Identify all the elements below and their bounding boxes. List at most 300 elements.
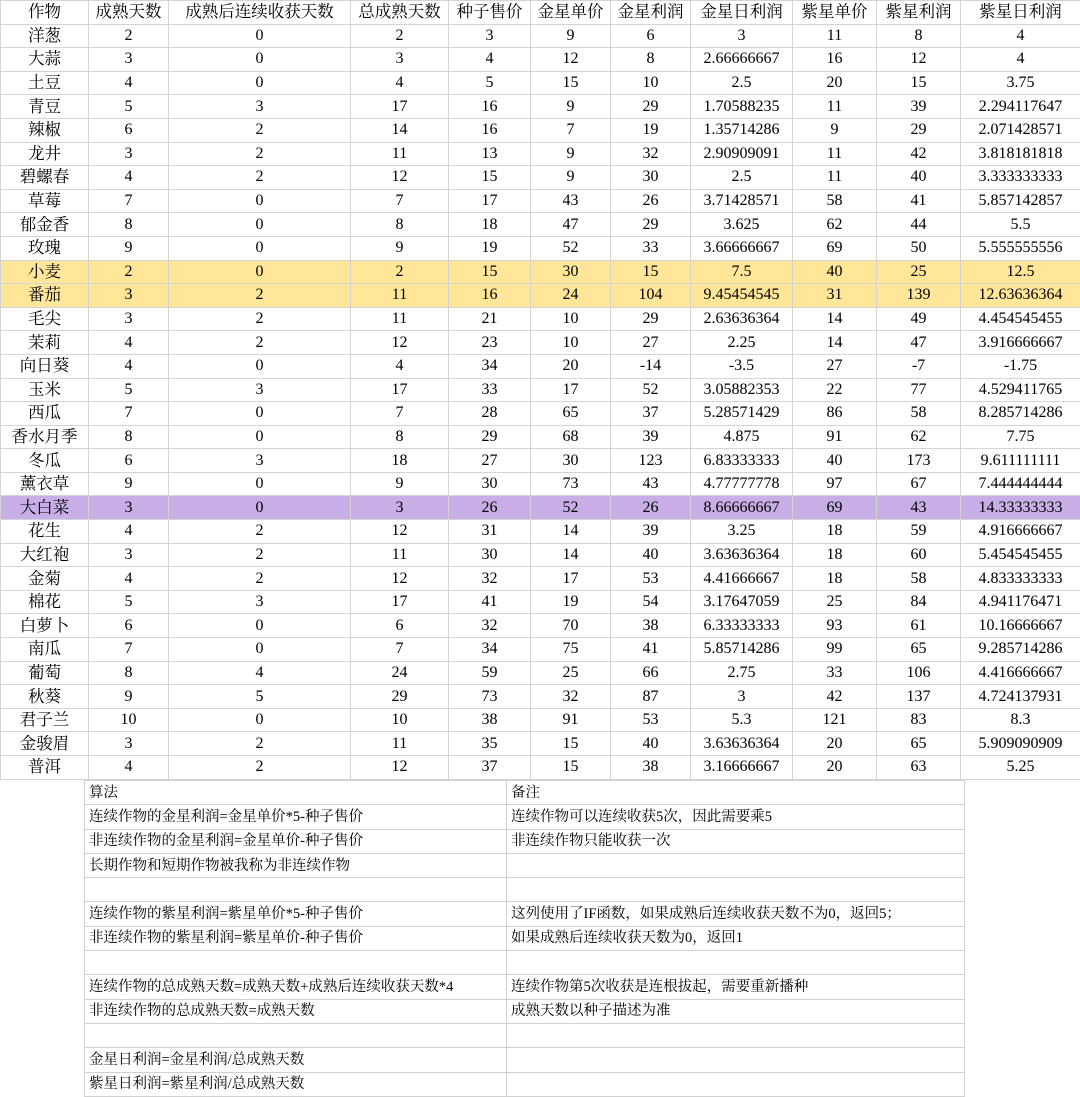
table-cell: 2: [169, 118, 351, 142]
table-cell: 83: [877, 708, 961, 732]
notes-row: [85, 829, 965, 853]
remark-cell: [507, 878, 965, 902]
notes-row: [85, 902, 965, 926]
table-cell: 8: [611, 48, 691, 72]
remark-cell: 如果成熟后连续收获天数为0，返回1: [507, 926, 965, 950]
crop-name-cell: 香水月季: [1, 425, 89, 449]
table-cell: 173: [877, 449, 961, 473]
table-cell: 2.63636364: [691, 307, 793, 331]
table-row: [1, 590, 1080, 614]
table-cell: 9: [531, 24, 611, 48]
table-cell: 12: [351, 520, 449, 544]
crop-name-cell: 洋葱: [1, 24, 89, 48]
table-cell: 68: [531, 425, 611, 449]
table-cell: 8: [351, 213, 449, 237]
table-cell: 4: [449, 48, 531, 72]
table-cell: 58: [877, 402, 961, 426]
table-cell: 18: [793, 567, 877, 591]
table-cell: 84: [877, 590, 961, 614]
table-cell: 25: [877, 260, 961, 284]
table-cell: 59: [877, 520, 961, 544]
notes-row: [85, 999, 965, 1023]
table-cell: 86: [793, 402, 877, 426]
crop-name-cell: 花生: [1, 520, 89, 544]
table-cell: 3: [351, 48, 449, 72]
table-row: [1, 496, 1080, 520]
table-cell: 3.16666667: [691, 756, 793, 780]
crop-name-cell: 辣椒: [1, 118, 89, 142]
table-row: [1, 260, 1080, 284]
table-row: [1, 756, 1080, 780]
crop-name-cell: 毛尖: [1, 307, 89, 331]
table-cell: 31: [793, 284, 877, 308]
table-cell: 4.77777778: [691, 472, 793, 496]
table-cell: 5.28571429: [691, 402, 793, 426]
table-cell: 70: [531, 614, 611, 638]
table-cell: 4.833333333: [961, 567, 1080, 591]
table-cell: 4: [351, 71, 449, 95]
table-cell: 63: [877, 756, 961, 780]
algorithm-cell: 算法: [85, 781, 507, 805]
remark-cell: 成熟天数以种子描述为准: [507, 999, 965, 1023]
table-cell: 7: [531, 118, 611, 142]
crop-name-cell: 普洱: [1, 756, 89, 780]
algorithm-cell: 连续作物的金星利润=金星单价*5-种子售价: [85, 805, 507, 829]
table-cell: 0: [169, 708, 351, 732]
table-cell: 6.33333333: [691, 614, 793, 638]
table-cell: 0: [169, 638, 351, 662]
table-cell: 19: [611, 118, 691, 142]
table-cell: 4: [351, 354, 449, 378]
table-cell: 9: [89, 685, 169, 709]
table-cell: 0: [169, 496, 351, 520]
table-cell: 9: [531, 166, 611, 190]
table-cell: 27: [449, 449, 531, 473]
table-cell: 0: [169, 425, 351, 449]
crop-name-cell: 茉莉: [1, 331, 89, 355]
table-cell: 3.66666667: [691, 236, 793, 260]
table-cell: 9: [89, 472, 169, 496]
column-header: 紫星利润: [877, 1, 961, 25]
table-cell: -3.5: [691, 354, 793, 378]
table-cell: 3: [89, 496, 169, 520]
table-cell: 2: [169, 520, 351, 544]
table-cell: 0: [169, 472, 351, 496]
table-cell: 8: [89, 425, 169, 449]
table-cell: 15: [449, 260, 531, 284]
table-cell: 30: [449, 543, 531, 567]
table-cell: 18: [793, 543, 877, 567]
table-cell: 12: [531, 48, 611, 72]
table-cell: 67: [877, 472, 961, 496]
table-row: [1, 166, 1080, 190]
table-cell: 4: [89, 756, 169, 780]
table-cell: 2: [169, 284, 351, 308]
table-cell: 3: [169, 449, 351, 473]
table-cell: 30: [531, 260, 611, 284]
notes-row: [85, 781, 965, 805]
notes-row: [85, 926, 965, 950]
table-row: [1, 95, 1080, 119]
table-cell: 11: [351, 284, 449, 308]
crop-name-cell: 白萝卜: [1, 614, 89, 638]
table-cell: 4: [89, 331, 169, 355]
table-cell: 33: [449, 378, 531, 402]
remark-cell: [507, 1072, 965, 1096]
crop-name-cell: 薰衣草: [1, 472, 89, 496]
table-cell: 2: [169, 307, 351, 331]
crop-table-body: [1, 24, 1080, 779]
table-cell: 9: [351, 236, 449, 260]
header-row: [1, 1, 1080, 25]
table-cell: 17: [531, 378, 611, 402]
table-cell: 53: [611, 708, 691, 732]
algorithm-cell: 长期作物和短期作物被我称为非连续作物: [85, 853, 507, 877]
table-cell: 4: [89, 567, 169, 591]
table-cell: 31: [449, 520, 531, 544]
crop-name-cell: 西瓜: [1, 402, 89, 426]
table-cell: 38: [449, 708, 531, 732]
table-row: [1, 24, 1080, 48]
crop-name-cell: 南瓜: [1, 638, 89, 662]
table-cell: 2.294117647: [961, 95, 1080, 119]
table-cell: 42: [793, 685, 877, 709]
table-cell: 24: [531, 284, 611, 308]
table-row: [1, 354, 1080, 378]
table-cell: -1.75: [961, 354, 1080, 378]
table-cell: 4.916666667: [961, 520, 1080, 544]
notes-row: [85, 853, 965, 877]
table-cell: 0: [169, 236, 351, 260]
table-cell: 7: [89, 638, 169, 662]
algorithm-cell: 非连续作物的紫星利润=紫星单价-种子售价: [85, 926, 507, 950]
table-cell: 62: [793, 213, 877, 237]
notes-row: [85, 975, 965, 999]
notes-row: [85, 1023, 965, 1047]
notes-row: [85, 805, 965, 829]
crop-name-cell: 大蒜: [1, 48, 89, 72]
table-cell: 4.941176471: [961, 590, 1080, 614]
table-cell: 3: [89, 284, 169, 308]
remark-cell: 非连续作物只能收获一次: [507, 829, 965, 853]
table-cell: 11: [351, 543, 449, 567]
table-cell: 106: [877, 661, 961, 685]
table-cell: 7: [89, 189, 169, 213]
table-cell: 19: [449, 236, 531, 260]
column-header: 总成熟天数: [351, 1, 449, 25]
table-cell: 5.85714286: [691, 638, 793, 662]
table-cell: 20: [793, 756, 877, 780]
table-cell: 3: [169, 95, 351, 119]
table-cell: 5.3: [691, 708, 793, 732]
table-cell: 4.529411765: [961, 378, 1080, 402]
table-cell: 6: [89, 449, 169, 473]
table-cell: 0: [169, 260, 351, 284]
table-cell: 15: [449, 166, 531, 190]
table-cell: 3.25: [691, 520, 793, 544]
table-cell: 121: [793, 708, 877, 732]
table-row: [1, 685, 1080, 709]
table-cell: 4: [89, 71, 169, 95]
crop-name-cell: 草莓: [1, 189, 89, 213]
table-cell: 54: [611, 590, 691, 614]
table-cell: 8.3: [961, 708, 1080, 732]
table-row: [1, 708, 1080, 732]
table-cell: 32: [531, 685, 611, 709]
table-cell: 5.857142857: [961, 189, 1080, 213]
remark-cell: 连续作物可以连续收获5次，因此需要乘5: [507, 805, 965, 829]
table-cell: 9: [531, 142, 611, 166]
table-cell: 17: [351, 590, 449, 614]
table-cell: 29: [351, 685, 449, 709]
table-cell: 33: [793, 661, 877, 685]
table-cell: 7.75: [961, 425, 1080, 449]
table-cell: 35: [449, 732, 531, 756]
table-cell: 62: [877, 425, 961, 449]
table-cell: 87: [611, 685, 691, 709]
table-cell: 5: [169, 685, 351, 709]
table-cell: 4: [89, 520, 169, 544]
table-cell: 32: [449, 614, 531, 638]
table-row: [1, 449, 1080, 473]
remark-cell: 这列使用了IF函数，如果成熟后连续收获天数不为0，返回5；: [507, 902, 965, 926]
table-cell: 4.454545455: [961, 307, 1080, 331]
table-cell: 3: [351, 496, 449, 520]
algorithm-cell: 连续作物的紫星利润=紫星单价*5-种子售价: [85, 902, 507, 926]
table-cell: 9: [793, 118, 877, 142]
table-row: [1, 638, 1080, 662]
table-cell: 22: [793, 378, 877, 402]
table-row: [1, 732, 1080, 756]
crop-name-cell: 大白菜: [1, 496, 89, 520]
table-cell: 69: [793, 496, 877, 520]
table-cell: 4: [89, 354, 169, 378]
table-cell: 10: [611, 71, 691, 95]
table-row: [1, 71, 1080, 95]
table-cell: 16: [449, 118, 531, 142]
table-cell: 61: [877, 614, 961, 638]
table-cell: 47: [531, 213, 611, 237]
algorithm-cell: [85, 951, 507, 975]
table-row: [1, 472, 1080, 496]
table-cell: 5.555555556: [961, 236, 1080, 260]
table-cell: 4: [169, 661, 351, 685]
table-cell: 29: [877, 118, 961, 142]
table-cell: 3: [89, 307, 169, 331]
table-cell: 3: [169, 378, 351, 402]
table-cell: 6: [611, 24, 691, 48]
table-cell: 2: [169, 543, 351, 567]
table-cell: 38: [611, 614, 691, 638]
table-cell: 2: [169, 732, 351, 756]
table-cell: 5: [89, 95, 169, 119]
table-cell: 2.5: [691, 166, 793, 190]
table-cell: 59: [449, 661, 531, 685]
table-cell: 2: [89, 260, 169, 284]
table-row: [1, 520, 1080, 544]
table-cell: 2: [169, 166, 351, 190]
table-row: [1, 118, 1080, 142]
crop-name-cell: 玫瑰: [1, 236, 89, 260]
crop-name-cell: 大红袍: [1, 543, 89, 567]
algorithm-cell: [85, 1023, 507, 1047]
table-cell: 3.63636364: [691, 543, 793, 567]
table-cell: 39: [611, 425, 691, 449]
table-cell: 91: [531, 708, 611, 732]
table-cell: 2: [89, 24, 169, 48]
table-cell: 25: [531, 661, 611, 685]
table-cell: 3.625: [691, 213, 793, 237]
table-cell: 26: [449, 496, 531, 520]
table-cell: 30: [531, 449, 611, 473]
table-cell: 6: [89, 118, 169, 142]
table-cell: 9: [531, 95, 611, 119]
table-cell: 42: [877, 142, 961, 166]
column-header: 金星单价: [531, 1, 611, 25]
table-cell: 11: [351, 732, 449, 756]
table-cell: 44: [877, 213, 961, 237]
table-cell: 93: [793, 614, 877, 638]
column-header: 紫星日利润: [961, 1, 1080, 25]
table-cell: 2.75: [691, 661, 793, 685]
notes-row: [85, 1048, 965, 1072]
table-cell: 2.071428571: [961, 118, 1080, 142]
crop-name-cell: 秋葵: [1, 685, 89, 709]
table-cell: 137: [877, 685, 961, 709]
table-cell: 8: [877, 24, 961, 48]
crop-name-cell: 玉米: [1, 378, 89, 402]
table-cell: 10: [531, 331, 611, 355]
table-cell: 32: [611, 142, 691, 166]
table-cell: 38: [611, 756, 691, 780]
table-cell: 65: [531, 402, 611, 426]
table-cell: 15: [877, 71, 961, 95]
notes-row: [85, 878, 965, 902]
table-cell: 3: [89, 48, 169, 72]
table-cell: 8.285714286: [961, 402, 1080, 426]
table-cell: 11: [793, 24, 877, 48]
table-cell: 7.444444444: [961, 472, 1080, 496]
table-cell: 9: [351, 472, 449, 496]
algorithm-cell: [85, 878, 507, 902]
table-cell: 30: [449, 472, 531, 496]
table-cell: 9: [89, 236, 169, 260]
table-cell: 12: [351, 166, 449, 190]
table-cell: 9.285714286: [961, 638, 1080, 662]
table-cell: 58: [793, 189, 877, 213]
column-header: 紫星单价: [793, 1, 877, 25]
table-cell: 4: [961, 48, 1080, 72]
table-cell: 5: [89, 378, 169, 402]
notes-row: [85, 951, 965, 975]
table-cell: 2: [351, 24, 449, 48]
table-cell: 2: [169, 567, 351, 591]
table-cell: 7: [351, 638, 449, 662]
table-cell: 20: [531, 354, 611, 378]
table-cell: 2.25: [691, 331, 793, 355]
table-cell: 91: [793, 425, 877, 449]
table-cell: 7: [89, 402, 169, 426]
table-cell: 3: [89, 543, 169, 567]
table-cell: 1.70588235: [691, 95, 793, 119]
table-cell: 10: [351, 708, 449, 732]
crop-name-cell: 君子兰: [1, 708, 89, 732]
table-cell: 33: [611, 236, 691, 260]
table-cell: 7: [351, 189, 449, 213]
table-cell: 14: [531, 543, 611, 567]
table-cell: 34: [449, 638, 531, 662]
table-cell: 5.454545455: [961, 543, 1080, 567]
table-cell: 12: [351, 331, 449, 355]
column-header: 金星利润: [611, 1, 691, 25]
table-cell: 52: [611, 378, 691, 402]
table-cell: 20: [793, 732, 877, 756]
table-cell: 9.611111111: [961, 449, 1080, 473]
table-cell: 12: [877, 48, 961, 72]
table-cell: 14: [793, 307, 877, 331]
notes-table: [84, 780, 965, 1097]
table-cell: 13: [449, 142, 531, 166]
column-header: 金星日利润: [691, 1, 793, 25]
table-row: [1, 661, 1080, 685]
remark-cell: 连续作物第5次收获是连根拔起，需要重新播种: [507, 975, 965, 999]
table-cell: 29: [449, 425, 531, 449]
table-cell: 25: [793, 590, 877, 614]
table-row: [1, 307, 1080, 331]
table-cell: 18: [793, 520, 877, 544]
table-cell: 7: [351, 402, 449, 426]
table-cell: 18: [351, 449, 449, 473]
table-cell: 73: [449, 685, 531, 709]
table-cell: 14: [351, 118, 449, 142]
table-cell: 4.41666667: [691, 567, 793, 591]
table-cell: 5: [89, 590, 169, 614]
remark-cell: [507, 1048, 965, 1072]
column-header: 成熟后连续收获天数: [169, 1, 351, 25]
table-cell: 3.05882353: [691, 378, 793, 402]
table-row: [1, 189, 1080, 213]
table-cell: 30: [611, 166, 691, 190]
table-cell: 2.90909091: [691, 142, 793, 166]
table-row: [1, 213, 1080, 237]
table-cell: 11: [793, 142, 877, 166]
table-cell: 28: [449, 402, 531, 426]
table-row: [1, 402, 1080, 426]
table-cell: 27: [611, 331, 691, 355]
table-cell: 3.71428571: [691, 189, 793, 213]
table-cell: 11: [351, 307, 449, 331]
table-cell: 43: [877, 496, 961, 520]
table-cell: 37: [611, 402, 691, 426]
table-row: [1, 543, 1080, 567]
table-row: [1, 236, 1080, 260]
table-cell: 40: [793, 449, 877, 473]
table-cell: 40: [877, 166, 961, 190]
table-cell: 0: [169, 24, 351, 48]
table-cell: 11: [793, 166, 877, 190]
table-cell: 6.83333333: [691, 449, 793, 473]
table-cell: 0: [169, 189, 351, 213]
table-cell: 65: [877, 732, 961, 756]
table-cell: 2: [169, 331, 351, 355]
crop-name-cell: 郁金香: [1, 213, 89, 237]
table-cell: 39: [877, 95, 961, 119]
table-cell: 40: [611, 543, 691, 567]
table-cell: 17: [531, 567, 611, 591]
table-cell: 14.33333333: [961, 496, 1080, 520]
table-cell: 17: [351, 378, 449, 402]
table-cell: 6: [351, 614, 449, 638]
